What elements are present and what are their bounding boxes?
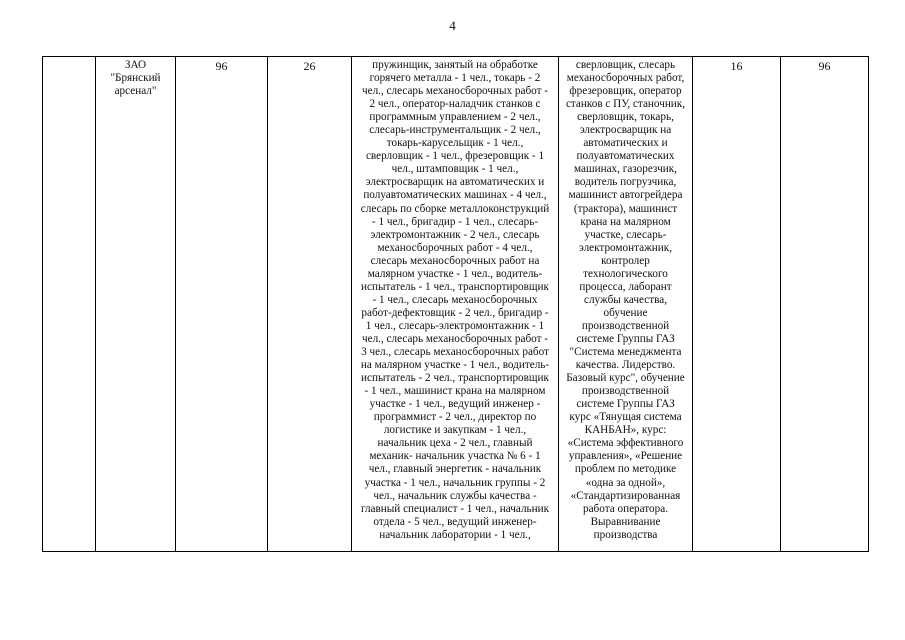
training-line: механосборочных работ,	[566, 72, 685, 85]
empty-cell	[43, 57, 96, 552]
count-cell-4: 96	[781, 57, 869, 552]
training-line: обучение	[603, 306, 648, 319]
training-line: технологического	[583, 267, 668, 280]
training-line: управления», «Решение	[568, 450, 683, 463]
positions-line: участке - 1 чел., ведущий инженер -	[369, 398, 541, 411]
positions-line: чел., слесарь механосборочных работ -	[361, 332, 548, 345]
data-table	[42, 56, 869, 552]
count-cell-3: 16	[693, 57, 781, 552]
positions-line: отдела - 5 чел., ведущий инженер-	[373, 515, 537, 528]
positions-line: чел., главный энергетик - начальник	[368, 463, 542, 476]
positions-line: 2 чел., оператор-наладчик станков с	[369, 98, 541, 111]
organization-line: "Брянский	[110, 72, 161, 85]
positions-line: - 1 чел., машинист крана на малярном	[364, 385, 546, 398]
training-line: «одна за одной»,	[585, 476, 666, 489]
positions-line: малярном участке - 1 чел., водитель-	[367, 267, 543, 280]
training-line: электромонтажник,	[578, 241, 673, 254]
training-line: службы качества,	[584, 293, 667, 306]
training-line: системе Группы ГАЗ	[576, 332, 675, 345]
positions-line: - 1 чел., бригадир - 1 чел., слесарь-	[371, 215, 539, 228]
training-line: курс «Тянущая система	[569, 411, 682, 424]
positions-line: пружинщик, занятый на обработке	[372, 59, 538, 71]
positions-line: слесарь по сборке металлоконструкций	[360, 202, 550, 215]
positions-line: программист - 2 чел., директор по	[373, 411, 537, 424]
positions-line: - 1 чел., слесарь механосборочных	[372, 293, 538, 306]
positions-line: испытатель - 2 чел., транспортировщик	[361, 372, 549, 385]
organization-line: арсенал"	[114, 85, 157, 98]
positions-line: на малярном участке - 1 чел., водитель-	[360, 359, 550, 372]
count-cell-2: 26	[268, 57, 352, 552]
training-line: сверловщик, токарь,	[577, 111, 674, 124]
positions-line: слесарь механосборочных работ на	[370, 254, 540, 267]
training-line: процесса, лаборант	[579, 280, 672, 293]
positions-line: электромонтажник - 2 чел., слесарь	[370, 228, 540, 241]
positions-line: сверловщик - 1 чел., фрезеровщик - 1	[365, 150, 545, 163]
organization-cell	[96, 57, 176, 552]
positions-line: работ-дефектовщик - 2 чел., бригадир -	[361, 306, 549, 319]
positions-line: механик- начальник участка № 6 - 1	[369, 450, 541, 463]
positions-line: электросварщик на автоматических и	[365, 176, 545, 189]
training-line: Базовый курс", обучение	[566, 372, 685, 385]
positions-line: чел., начальник службы качества -	[373, 489, 537, 502]
positions-line: начальник цеха - 2 чел., главный	[377, 437, 533, 450]
positions-line: токарь-карусельщик - 1 чел.,	[386, 137, 524, 150]
page-number: 4	[449, 18, 456, 33]
positions-line: горячего металла - 1 чел., токарь - 2	[369, 72, 541, 85]
training-line: производства	[593, 528, 658, 541]
training-line: "Система менеджмента	[569, 346, 682, 359]
training-line: «Стандартизированная	[570, 489, 681, 502]
training-line: «Система эффективного	[567, 437, 684, 450]
positions-line: чел., слесарь механосборочных работ -	[361, 85, 548, 98]
training-line: (трактора), машинист	[573, 202, 678, 215]
training-line: системе Группы ГАЗ	[576, 398, 675, 411]
table-row	[43, 57, 869, 552]
positions-line: полуавтоматических машинах - 4 чел.,	[363, 189, 547, 202]
training-line: Выравнивание	[590, 515, 661, 528]
positions-line: программным управлением - 2 чел.,	[369, 111, 541, 124]
training-line: контролер	[601, 254, 650, 267]
training-line: сверловщик, слесарь	[575, 59, 676, 71]
training-line: качества. Лидерство.	[575, 359, 676, 372]
training-line: КАНБАН», курс:	[584, 424, 667, 437]
positions-line: испытатель - 1 чел., транспортировщик	[361, 280, 549, 293]
training-line: водитель погрузчика,	[574, 176, 677, 189]
training-line: фрезеровщик, оператор	[569, 85, 682, 98]
training-line: автоматических и	[583, 137, 668, 150]
training-line: машинист автогрейдера	[568, 189, 683, 202]
organization-line: ЗАО	[124, 59, 147, 71]
count-cell-1: 96	[176, 57, 268, 552]
positions-line: логистике и закупкам - 1 чел.,	[383, 424, 527, 437]
positions-line: 1 чел., слесарь-электромонтажник - 1	[365, 319, 545, 332]
training-line: производственной	[581, 319, 670, 332]
training-line: машинах, газорезчик,	[574, 163, 677, 176]
training-line: станков с ПУ, станочник,	[565, 98, 686, 111]
training-line: работа оператора.	[583, 502, 668, 515]
training-line: полуавтоматических	[576, 150, 675, 163]
training-cell	[559, 57, 693, 552]
training-line: электросварщик на	[579, 124, 672, 137]
positions-line: 3 чел., слесарь механосборочных работ	[361, 346, 549, 359]
training-line: участке, слесарь-	[584, 228, 667, 241]
training-line: производственной	[581, 385, 670, 398]
positions-line: начальник лаборатории - 1 чел.,	[379, 528, 531, 541]
positions-line: участка - 1 чел., начальник группы - 2	[364, 476, 546, 489]
training-line: проблем по методике	[574, 463, 677, 476]
positions-line: слесарь-инструментальщик - 2 чел.,	[369, 124, 541, 137]
positions-line: главный специалист - 1 чел., начальник	[360, 502, 550, 515]
positions-line: механосборочных работ - 4 чел.,	[377, 241, 533, 254]
positions-cell	[352, 57, 559, 552]
positions-line: чел., штамповщик - 1 чел.,	[391, 163, 519, 176]
training-line: крана на малярном	[580, 215, 671, 228]
